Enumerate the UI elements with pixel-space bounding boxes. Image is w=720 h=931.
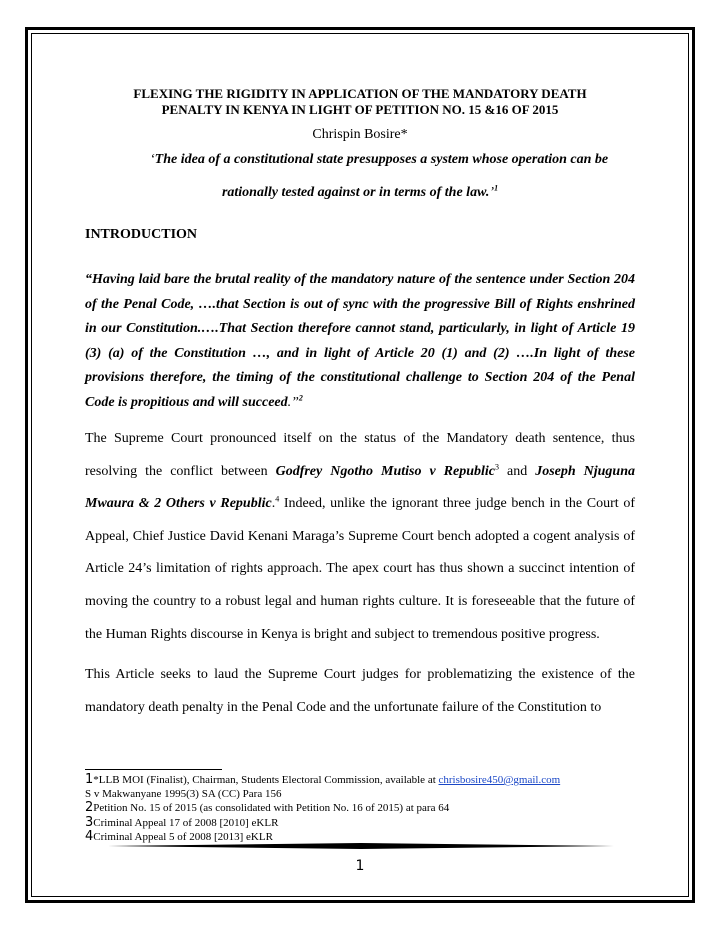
epigraph-text-2: rationally tested against or in terms of the law. (221, 185, 490, 200)
footnote-item (85, 773, 645, 787)
footnote-text: *LLB MOI (Finalist), Chairman, Students Electoral Commission, available at (93, 774, 439, 786)
epigraph-line-2 (0, 185, 720, 201)
footnote-text: S v Makwanyane 1995(3) SA (CC) Para 156 (85, 788, 282, 801)
case-name: Godfrey Ngotho Mutiso v Republic (275, 463, 495, 479)
epigraph-line-1 (150, 152, 608, 168)
epigraph-text-1: The idea of a constitutional state presupposes a system whose operation can be (154, 152, 609, 167)
footnote-number: 4 (85, 828, 94, 844)
footnote-ref[interactable]: 3 (495, 461, 499, 471)
quote-tail: .” (287, 394, 299, 410)
footnote-number: 3 (85, 814, 94, 830)
footnote-item (85, 816, 645, 830)
page-number: 1 (355, 858, 365, 874)
paragraph-text: . (271, 496, 276, 512)
case-name: Joseph Njuguna Mwaura & 2 Others v Republic (85, 463, 636, 512)
footnote-ref[interactable]: 4 (275, 494, 280, 504)
title-line-1: FLEXING THE RIGIDITY IN APPLICATION OF THE MANDATORY DEATH (133, 86, 587, 101)
footnote-text: Criminal Appeal 17 of 2008 [2010] eKLR (93, 816, 279, 829)
section-heading: INTRODUCTION (85, 227, 198, 242)
quote-text: “Having laid bare the brutal reality of the mandatory nature of the sentence under Section 204 of the Penal Code, ….that Section is out of sync with the progressive Bill of Rights enshrined in our Constitution.….That Section therefore cannot stand, particularly, in light of Article 19 (3) (a) of the Constitution …, and in light of Article 20 (1) and (2) ….In light of these provisions therefore, the timing of the constitutional challenge to Section 204 of the Penal Code is propitious and will succeed (85, 272, 635, 410)
footnote-text: Petition No. 15 of 2015 (as consolidated with Petition No. 16 of 2015) at para 64 (93, 802, 450, 815)
footnotes (85, 773, 645, 844)
paragraph-2: This Article seeks to laud the Supreme Court judges for problematizing the existence of the mandatory death penalty in the Penal Code and the unfortunate failure of the Constitution to (85, 667, 635, 715)
footnote-number: 2 (85, 800, 94, 816)
footnote-text: Criminal Appeal 5 of 2008 [2013] eKLR (93, 830, 273, 843)
epigraph-close-quote: ’ (489, 185, 495, 200)
footnote-item (85, 787, 645, 801)
paragraph-text: and (499, 463, 536, 479)
paragraph-1 (85, 423, 635, 651)
footnote-ref[interactable]: 1 (494, 183, 499, 193)
author-name: Chrispin Bosire* (312, 127, 408, 142)
epigraph-open-quote: ‘ (150, 152, 155, 167)
email-link[interactable]: chrisbosire450@gmail.com (438, 774, 561, 786)
paragraph-text: Indeed, unlike the ignorant three judge bench in the Court of Appeal, Chief Justice David Kenani Maraga’s Supreme Court bench adopted a cogent analysis of Article 24’s limitation of rights approach. The apex court has thus shown a succinct intention of moving the country to a robust legal and human rights culture. It is foreseeable that the future of the Human Rights discourse in Kenya is bright and subject to tremendous positive progress. (85, 496, 635, 642)
footnote-ref[interactable]: 2 (298, 393, 303, 403)
title-line-2: PENALTY IN KENYA IN LIGHT OF PETITION NO. 15 &16 OF 2015 (161, 102, 559, 117)
footnote-number: 1 (85, 772, 94, 787)
paragraph-text: The Supreme Court pronounced itself on the status of the Mandatory death sentence, thus resolving the conflict between (85, 431, 635, 479)
block-quote (85, 268, 635, 416)
footnote-separator (85, 769, 222, 770)
document-title (85, 86, 635, 118)
footnote-item (85, 801, 645, 815)
footnote-item (85, 830, 645, 844)
footer-decorative-bar (108, 843, 614, 849)
